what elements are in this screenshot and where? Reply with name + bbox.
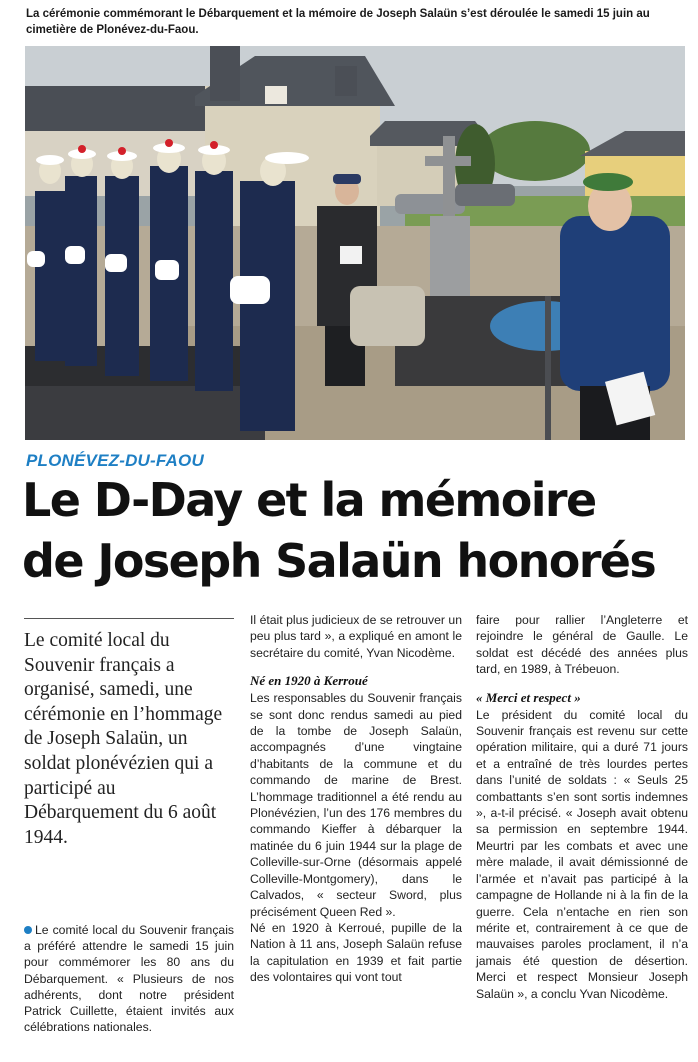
text-column-2 <box>476 612 688 1002</box>
lead-text: Le comité local du Souvenir français a préféré attendre le samedi 15 juin pour commémorer les 80 ans du Débarquement. « Plusieurs de nos adhérents, dont notre président Patrick Cuillette, étaient invités aux célébrations nationales. <box>24 923 234 1035</box>
paragraph: faire pour rallier l’Angleterre et rejoindre le général de Gaulle. Le soldat est décédé des années plus tard, en 1989, à Trébeuon. <box>476 613 688 677</box>
paragraph: Il était plus judicieux de se retrouver un peu plus tard », a expliqué en amont le secrétaire du comité, Yvan Nicodème. <box>250 613 462 660</box>
subheading-merci: « Merci et respect » <box>476 689 581 705</box>
headline-line-1: Le D-Day et la mémoire <box>22 473 596 527</box>
subheading-kerroue: Né en 1920 à Kerroué <box>250 673 368 689</box>
paragraph: Né en 1920 à Kerroué, pupille de la Nation à 11 ans, Joseph Salaün refuse la capitulation en 1939 et fait partie des volontaires qui vont tout <box>250 920 462 985</box>
ceremony-photo <box>25 46 685 440</box>
headline <box>22 470 692 592</box>
lead-paragraph <box>24 922 234 1035</box>
headline-line-2: de Joseph Salaün honorés <box>22 534 656 588</box>
bullet-icon <box>24 926 32 934</box>
section-tag: PLONÉVEZ-DU-FAOU <box>26 451 204 470</box>
photo-caption: La cérémonie commémorant le Débarquement et la mémoire de Joseph Salaün s’est déroulée le samedi 15 juin au cimetière de Plonévez-du-Faou. <box>26 8 650 36</box>
ceremony-photo-illustration <box>25 46 685 440</box>
paragraph: Le président du comité local du Souvenir français est revenu sur cette opération militaire, qui a duré 71 jours et a entraîné de très lourdes pertes dans l’unité de soldats : « Seuls 25 combattants s’en sont sortis indemnes », a-t-il précisé. « Joseph avait obtenu sa permission en septembre 1944. Meurtri par les combats et avec une mère malade, il avait démissionné de l’armée et n’avait pas participé à la campagne de Hollande ni à la fin de la guerre. Cela n’entache en rien son mérite et, contrairement à ce que de mauvaises paroles proclament, il n’a jamais été question de désertion. Merci et respect Monsieur Joseph Salaün », a conclu Yvan Nicodème. <box>476 707 688 1001</box>
chapo-divider <box>24 618 234 619</box>
text-column-1 <box>250 612 462 986</box>
paragraph: Les responsables du Souvenir français se sont donc rendus samedi au pied de la tombe de Joseph Salaün, accompagnés d’une vingtaine d’habitants de la commune et du commando de marine de Brest. L’hommage traditionnel a été rendu au Plonévézien, l’un des 176 membres du commando Kieffer à débarquer la matinée du 6 juin 1944 sur la plage de Colleville-sur-Orne (désormais appelé Colleville-Montgomery), dans le Calvados, « secteur Sword, plus précisément Queen Red ». <box>250 691 462 919</box>
chapo-intro: Le comité local du Souvenir français a organisé, samedi, une cérémonie en l’hommage de Joseph Salaün, un soldat plonévézien qui a participé au Débarquement du 6 août 1944. <box>24 630 223 848</box>
